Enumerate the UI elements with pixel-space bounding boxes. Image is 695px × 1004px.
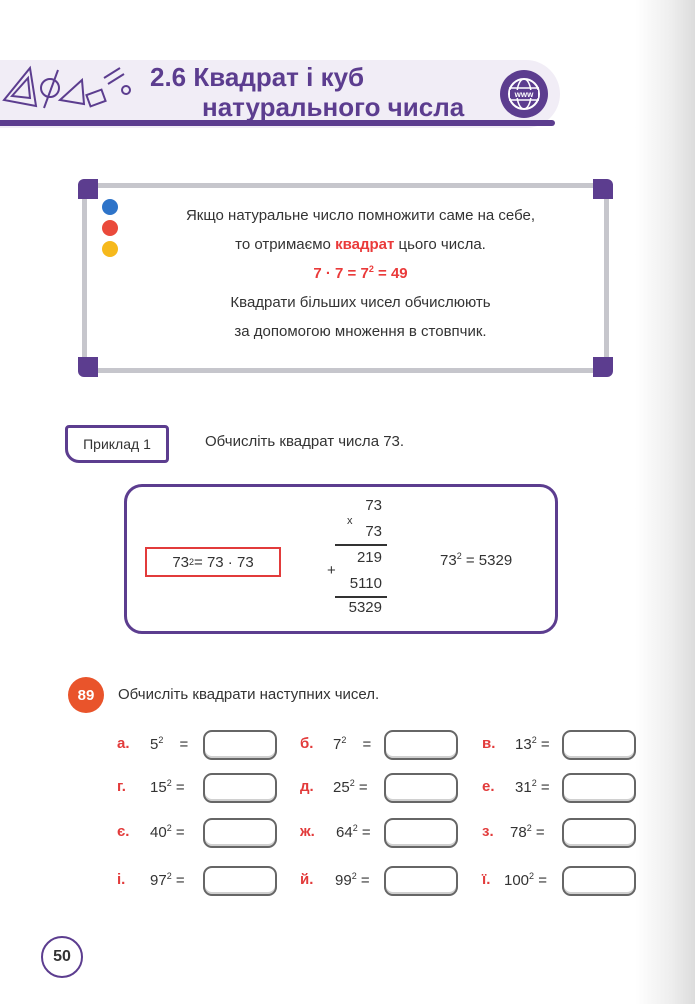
multiplier: 73 [365,523,382,540]
multiply-sign: x [347,515,353,527]
item-letter: з. [482,823,494,840]
item-expression: $99^2$ = [335,871,370,889]
item-letter: г. [117,778,126,795]
rule-board [82,183,609,373]
item-expression: $78^2$ = [510,823,545,841]
item-letter: д. [300,778,314,795]
title-line-1: 2.6 Квадрат і куб [150,62,365,92]
board-corner [78,357,98,377]
item-letter: е. [482,778,495,795]
column-line [335,596,387,598]
answer-input[interactable] [384,818,458,848]
result-base: 73 [440,552,457,569]
page-edge-shade [635,0,695,1004]
item-expression: $97^2$ = [150,871,185,889]
answer-input[interactable] [384,773,458,803]
item-expression: $5^2$ = [150,735,189,753]
column-line [335,544,387,546]
item-expression: $31^2$ = [515,778,550,796]
answer-input[interactable] [203,866,277,896]
partial-product-2: 5110 [349,575,382,592]
page-number: 50 [41,936,83,978]
plus-sign: + [327,562,336,579]
blue-dot-icon [102,199,118,215]
answer-input[interactable] [562,818,636,848]
example-task: Обчисліть квадрат числа 73. [205,433,405,450]
item-expression: $25^2$ = [333,778,368,796]
board-corner [593,357,613,377]
page-title [150,62,464,122]
answer-input[interactable] [562,866,636,896]
example-result [440,552,512,569]
item-letter: й. [300,871,314,888]
item-expression: $7^2$ = [333,735,372,753]
rule-line-2 [142,230,579,259]
globe-glyph [506,76,542,112]
answer-input[interactable] [203,818,277,848]
formula-right: = 49 [373,265,408,282]
item-expression: $13^2$ = [515,735,550,753]
item-expression: $64^2$ = [336,823,371,841]
geometry-tools-icon [0,60,140,120]
formula-exponent: 2 [368,264,374,274]
rule-line-2-end: цього числа. [394,236,486,253]
equation-base: 73 [172,553,190,571]
item-letter: є. [117,823,130,840]
answer-input[interactable] [203,773,277,803]
example-tag: Приклад 1 [65,425,169,463]
answer-input[interactable] [203,730,277,760]
rule-line-4: Квадрати більших чисел обчислюють [230,294,491,311]
example-box [124,484,558,634]
rule-formula [142,259,579,288]
result-exponent: 2 [456,551,462,561]
title-line-2: натурального числа [202,92,465,122]
rule-line-5: за допомогою множення в стовпчик. [234,323,487,340]
item-letter: ї. [482,871,491,888]
rule-line-1: Якщо натуральне число помножити саме на себе, [185,207,536,224]
multiplicand: 73 [365,497,382,514]
board-corner [593,179,613,199]
red-dot-icon [102,220,118,236]
item-letter: ж. [300,823,315,840]
item-expression: $40^2$ = [150,823,185,841]
partial-product-1: 219 [356,549,382,566]
item-expression: $100^2$ = [504,871,547,889]
answer-input[interactable] [384,866,458,896]
product: 5329 [348,599,382,616]
item-letter: в. [482,735,496,752]
item-letter: а. [117,735,130,752]
exercise-instruction: Обчисліть квадрати наступних чисел. [118,686,380,703]
rule-line-2-start: то отримаємо [235,236,336,253]
item-expression: $15^2$ = [150,778,185,796]
answer-input[interactable] [562,730,636,760]
item-letter: і. [117,871,126,888]
yellow-dot-icon [102,241,118,257]
highlight-word: квадрат [335,236,395,253]
result-rest: = 5329 [461,552,513,569]
globe-label: www [514,90,534,99]
formula-left: 7 · 7 = 7 [313,265,369,282]
answer-input[interactable] [384,730,458,760]
exercise-number-badge: 89 [68,677,104,713]
equation-rest: = 73 · 73 [194,553,254,571]
answer-input[interactable] [562,773,636,803]
board-corner [78,179,98,199]
item-letter: б. [300,735,314,752]
example-equation: 73 2 = 73 · 73 [145,547,281,577]
globe-icon[interactable] [500,70,548,118]
rule-text [142,201,579,346]
